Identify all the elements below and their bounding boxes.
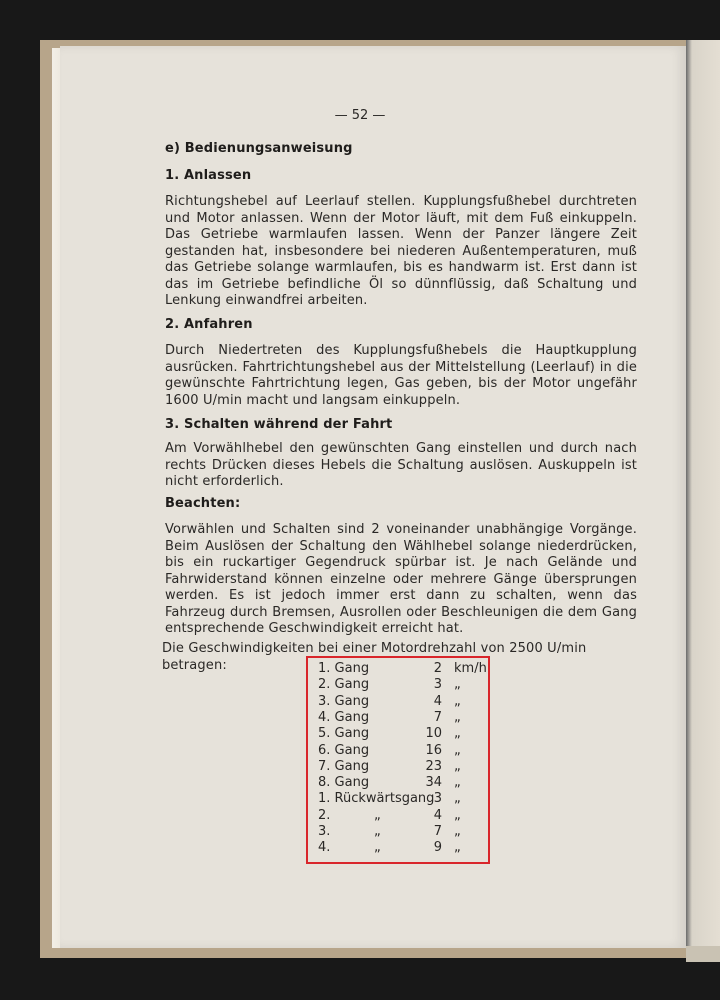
ditto-mark: „ xyxy=(374,807,381,823)
speed-unit: „ xyxy=(454,791,461,807)
speed-table-row xyxy=(318,759,478,775)
paragraph-schalten: Am Vorwählhebel den gewünschten Gang einstellen und durch nach rechts Drücken dieses Hebels die Schaltung auslösen. Auskuppeln ist nicht erforderlich. xyxy=(165,441,637,489)
heading-schalten: 3. Schalten während der Fahrt xyxy=(165,417,393,432)
speed-value: 9 xyxy=(433,840,442,856)
speed-value: 7 xyxy=(433,709,442,725)
speed-intro: Die Geschwindigkeiten bei einer Motordrehzahl von 2500 U/min betragen: xyxy=(162,641,587,673)
speed-table-row xyxy=(318,677,478,693)
ditto-mark: „ xyxy=(374,824,381,839)
heading-anfahren: 2. Anfahren xyxy=(165,317,253,332)
speed-value: 3 xyxy=(433,791,442,807)
speed-value: 3 xyxy=(433,677,442,693)
speed-unit: „ xyxy=(454,840,461,856)
gear-label: 4. xyxy=(318,840,331,856)
speed-table-row xyxy=(318,840,478,856)
speed-value: 4 xyxy=(433,693,442,709)
gear-label: 7. Gang xyxy=(318,758,370,774)
speed-value: 16 xyxy=(425,742,442,758)
speed-unit: „ xyxy=(454,775,461,791)
speed-value: 23 xyxy=(425,758,442,774)
heading-beachten: Beachten: xyxy=(165,496,241,511)
speed-table-row xyxy=(318,661,487,677)
speed-unit: „ xyxy=(454,742,461,758)
speed-unit: km/h xyxy=(454,661,487,676)
gear-label: 5. Gang xyxy=(318,726,370,742)
speed-value: 7 xyxy=(433,824,442,839)
paragraph-beachten: Vorwählen und Schalten sind 2 voneinander unabhängige Vorgänge. Beim Auslösen der Schaltung den Wählhebel solange niederdrücken, bis ein ruckartiger Gegendruck spürbar ist. Je nach Gelände und Fahrwiderstand können einzelne oder mehrere Gänge übersprungen werden. Es ist jedoch immer erst dann zu schalten, wenn das Fahrzeug durch Bremsen, Ausrollen oder Beschleunigen die dem Gang entsprechende Geschwindigkeit erreicht hat. xyxy=(165,522,637,636)
facing-page-corner xyxy=(686,946,720,962)
speed-table-row xyxy=(318,824,478,840)
page-number: — 52 — xyxy=(334,108,386,123)
speed-unit: „ xyxy=(454,726,461,742)
gear-label: 1. Gang xyxy=(318,661,370,676)
speed-value: 10 xyxy=(425,726,442,742)
speed-unit: „ xyxy=(454,709,461,725)
ditto-mark: „ xyxy=(374,840,381,856)
speed-unit: „ xyxy=(454,758,461,774)
gear-label: 6. Gang xyxy=(318,742,370,758)
paragraph-anlassen: Richtungshebel auf Leerlauf stellen. Kupplungsfußhebel durchtreten und Motor anlassen. Wenn der Motor läuft, mit dem Fuß einkuppeln. Das Getriebe warmlaufen lassen. Wenn der Panzer längere Zeit gestanden hat, insbesondere bei niederen Außentemperaturen, muß das Getriebe solange warmlaufen, bis es handwarm ist. Erst dann ist das im Getriebe befindliche Öl so dünnflüssig, daß Schaltung und Lenkung einwandfrei arbeiten. xyxy=(165,194,637,308)
speed-table-row xyxy=(318,808,478,824)
speed-unit: „ xyxy=(454,824,461,839)
paragraph-anfahren: Durch Niedertreten des Kupplungsfußhebels die Hauptkupplung ausrücken. Fahrtrichtungshebel aus der Mittelstellung (Leerlauf) in die gewünschte Fahrtrichtung legen, Gas geben, bis der Motor ungefähr 1600 U/min macht und langsam einkuppeln. xyxy=(165,343,637,408)
gear-label: 2. xyxy=(318,807,331,823)
gear-label: 4. Gang xyxy=(318,709,370,725)
gear-label: 3. xyxy=(318,824,331,839)
speed-table-row xyxy=(318,694,478,710)
facing-page-edge xyxy=(686,40,720,962)
gear-label: 2. Gang xyxy=(318,677,370,693)
gear-label: 8. Gang xyxy=(318,775,370,791)
gear-label: 1. Rückwärtsgang xyxy=(318,791,435,807)
speed-unit: „ xyxy=(454,693,461,709)
speed-table-row xyxy=(318,775,478,791)
speed-table-row xyxy=(318,710,478,726)
speed-value: 4 xyxy=(433,807,442,823)
gear-label: 3. Gang xyxy=(318,693,370,709)
speed-table-row xyxy=(318,726,478,742)
speed-value: 34 xyxy=(425,775,442,791)
speed-unit: „ xyxy=(454,677,461,693)
speed-unit: „ xyxy=(454,807,461,823)
speed-value: 2 xyxy=(433,661,442,676)
speed-table-row xyxy=(318,791,478,807)
section-title: e) Bedienungsanweisung xyxy=(165,141,353,156)
heading-anlassen: 1. Anlassen xyxy=(165,168,252,183)
speed-table-row xyxy=(318,743,478,759)
